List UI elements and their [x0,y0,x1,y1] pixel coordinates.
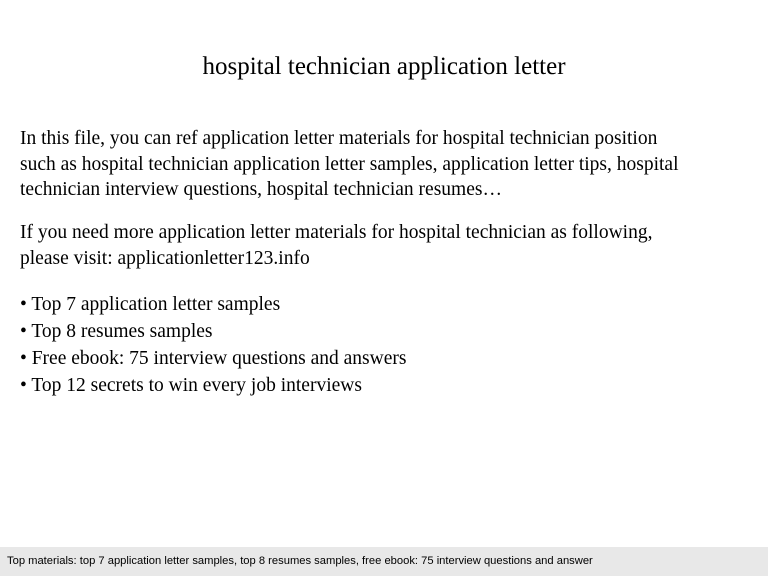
intro-line: technician interview questions, hospital technician resumes… [20,179,502,200]
page-title: hospital technician application letter [202,53,566,80]
visit-line: please visit: applicationletter123.info [20,247,310,269]
list-item: • Top 8 resumes samples [20,321,213,342]
materials-list [20,291,406,399]
list-item: • Top 7 application letter samples [20,294,281,315]
intro-line: such as hospital technician application letter samples, application letter tips, hospital [20,153,679,175]
footer-bar [0,547,768,576]
visit-line: If you need more application letter materials for hospital technician as following, [20,222,653,243]
list-item: • Free ebook: 75 interview questions and answers [20,348,407,369]
visit-paragraph [20,220,760,271]
intro-line: In this file, you can ref application letter materials for hospital technician position [20,128,658,149]
footer-text: Top materials: top 7 application letter samples, top 8 resumes samples, free ebook: 75 interview questions and answer [7,555,593,567]
intro-paragraph [20,126,760,203]
list-item: • Top 12 secrets to win every job interviews [20,375,362,396]
